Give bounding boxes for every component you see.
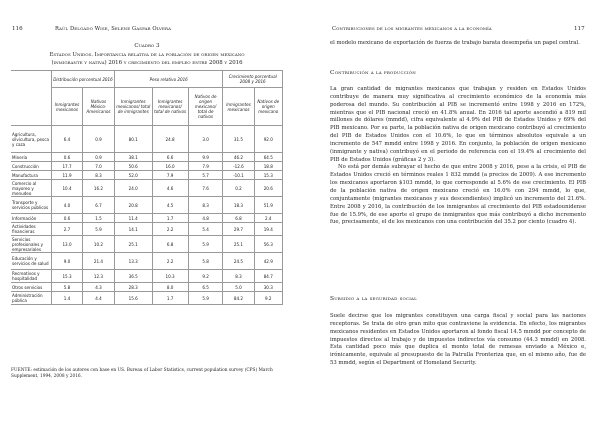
table-cell: 38.1 xyxy=(114,153,152,162)
table-row xyxy=(11,223,283,236)
group-header: Distribución porcentual 2016 xyxy=(52,71,115,88)
table-cell: 16.2 xyxy=(83,180,115,197)
table-cell: 46.2 xyxy=(223,153,254,162)
table-cell: 10.3 xyxy=(152,270,188,283)
row-label: Información xyxy=(11,214,52,223)
section-title-social-security: Subsidio a la seguridad social xyxy=(330,296,417,302)
table-cell: 80.1 xyxy=(114,126,152,153)
section-title-production: Contribución a la producción xyxy=(330,70,416,76)
table-cell: 4.4 xyxy=(83,292,115,305)
table-cell: 0.2 xyxy=(223,180,254,197)
table-cell: -10.1 xyxy=(223,171,254,180)
intro-paragraph: el modelo mexicano de exportación de fuerza de trabajo barata desempeña un papel central. xyxy=(330,40,580,46)
row-label: Administración pública xyxy=(11,292,52,305)
column-header: Inmigrantes mexicanos/ total de inmigrantes xyxy=(114,88,152,126)
table-cell: 13.3 xyxy=(114,253,152,270)
table-cell: 2.2 xyxy=(152,253,188,270)
table-cell: 16.0 xyxy=(152,162,188,171)
table-cell: 0.6 xyxy=(52,214,83,223)
table-row xyxy=(11,162,283,171)
table-cell: -12.6 xyxy=(223,162,254,171)
table-cell: 15.3 xyxy=(254,171,283,180)
table-row xyxy=(11,171,283,180)
source-text: estimación de los autores con base en US. Bureau of Labor Statistics, current population survey (CPS) March Supplement, 1994, 2008 y 2016. xyxy=(11,368,273,379)
running-head-right: Contribuciones de los migrantes mexicanos a la economía xyxy=(332,26,492,32)
table-cell: 10.4 xyxy=(52,180,83,197)
source-label: FUENTE: xyxy=(11,368,32,373)
table-cell: 15.3 xyxy=(52,270,83,283)
table-cell: 5.4 xyxy=(188,223,223,236)
employment-table xyxy=(11,70,283,305)
table-cell: 0.9 xyxy=(83,153,115,162)
table-cell: 12.3 xyxy=(83,270,115,283)
table-cell: 29.7 xyxy=(223,223,254,236)
table-subtitle-line2: (inmigrante y nativa) 2016 y crecimiento del empleo entre 2008 y 2016 xyxy=(51,60,243,66)
table-cell: 14.1 xyxy=(114,223,152,236)
column-header: Nativos de origen mexicano/ total de nativos xyxy=(188,88,223,126)
table-cell: 52.0 xyxy=(114,171,152,180)
page-number-right: 117 xyxy=(574,26,585,32)
table-cell: 5.8 xyxy=(188,253,223,270)
section-body-production xyxy=(330,86,586,227)
table-cell: 50.6 xyxy=(114,162,152,171)
table-cell: 18.3 xyxy=(223,197,254,214)
row-label: Transporte y servicios públicos xyxy=(11,197,52,214)
row-label: Recreativos y hospitalidad xyxy=(11,270,52,283)
corner-cell xyxy=(11,71,52,126)
table-cell: 2.7 xyxy=(52,223,83,236)
table-cell: 13.0 xyxy=(52,236,83,253)
table-cell: 7.9 xyxy=(188,162,223,171)
table-cell: 4.0 xyxy=(52,197,83,214)
group-header: Peso relativo 2016 xyxy=(114,71,223,88)
table-row xyxy=(11,197,283,214)
column-header: Inmigrantes mexicanos xyxy=(52,88,83,126)
table-cell: 6.8 xyxy=(152,236,188,253)
table-row xyxy=(11,292,283,305)
table-cell: 7.0 xyxy=(83,162,115,171)
column-header: Nativos México-Americanos xyxy=(83,88,115,126)
table-row xyxy=(11,236,283,253)
table-cell: 15.6 xyxy=(114,292,152,305)
table-title: Cuadro 3 xyxy=(134,43,160,49)
table-cell: 1.4 xyxy=(52,292,83,305)
row-label: Actividades financieras xyxy=(11,223,52,236)
table-cell: 6.7 xyxy=(83,197,115,214)
table-cell: 4.8 xyxy=(188,214,223,223)
table-subtitle xyxy=(12,51,282,67)
table-cell: 6.5 xyxy=(188,283,223,292)
group-header: Crecimiento porcentual 2008 y 2016 xyxy=(223,71,283,88)
table-cell: 24.5 xyxy=(223,253,254,270)
table-cell: 11.4 xyxy=(114,214,152,223)
table-cell: 36.5 xyxy=(114,270,152,283)
table-cell: 3.0 xyxy=(188,126,223,153)
table-cell: 5.8 xyxy=(52,283,83,292)
table-cell: 30.3 xyxy=(254,283,283,292)
row-label: Minería xyxy=(11,153,52,162)
table-cell: 7.6 xyxy=(188,180,223,197)
table-cell: 8.3 xyxy=(223,270,254,283)
table-cell: 4.5 xyxy=(152,197,188,214)
table-cell: 18.8 xyxy=(254,162,283,171)
table-cell: 24.8 xyxy=(152,126,188,153)
table-cell: 1.7 xyxy=(152,292,188,305)
table-cell: 6.4 xyxy=(52,126,83,153)
table-cell: 5.7 xyxy=(188,171,223,180)
table-cell: 42.9 xyxy=(254,253,283,270)
page-number-left: 116 xyxy=(12,26,23,32)
table-cell: 17.7 xyxy=(52,162,83,171)
table-cell: 1.5 xyxy=(83,214,115,223)
table-cell: 64.5 xyxy=(254,153,283,162)
column-header: Inmigrantes mexicanos xyxy=(223,88,254,126)
table-cell: 11.9 xyxy=(52,171,83,180)
row-label: Comercio al mayoreo y menudeo xyxy=(11,180,52,197)
column-header: Nativos de origen mexicano xyxy=(254,88,283,126)
row-label: Manufactura xyxy=(11,171,52,180)
table-cell: 7.9 xyxy=(152,171,188,180)
table-subtitle-line1: Estados Unidos. Importancia relativa de la población de origen mexicano xyxy=(49,52,245,58)
table-cell: 8.3 xyxy=(83,171,115,180)
table-cell: 25.1 xyxy=(223,236,254,253)
table-cell: 2.2 xyxy=(152,223,188,236)
row-label: Agricultura, silvicultura, pesca y caza xyxy=(11,126,52,153)
column-header: Inmigrantes mexicanos/ total de nativos xyxy=(152,88,188,126)
table-cell: 9.0 xyxy=(52,253,83,270)
table-row xyxy=(11,153,283,162)
table-cell: 5.9 xyxy=(83,223,115,236)
table-cell: 84.2 xyxy=(223,292,254,305)
table-cell: 10.2 xyxy=(83,236,115,253)
table-cell: 8.0 xyxy=(152,283,188,292)
table-cell: 84.7 xyxy=(254,270,283,283)
table-cell: 25.1 xyxy=(114,236,152,253)
paragraph: No está por demás subrayar el hecho de que entre 2008 y 2016, pese a la crisis, el PIB de Estados Unidos creció en términos reales 1 832 mmdd (a precios de 2009). A ese incremento los mexicanos aportaron $103 mmdd, lo que corresponde al 5.6% de ese crecimiento. El PIB de la población nativa de origen mexicano creció en 16.0% con 294 mmdd, lo que, conjuntamente (migrantes mexicanos y sus descendientes) implicó un incremento del 21.6%. Entre 2008 y 2016, la contribución de los inmigrantes al crecimiento del PIB estadounidense fue de 15.9%, de ese aporte el grupo de inmigrantes que más contribuyó a dicho incremento fue, precisamente, el de los mexicanos con una contribución del 35.2 por ciento (cuadro 4). xyxy=(330,164,586,226)
table-cell: 1.7 xyxy=(152,214,188,223)
table-cell: 4.3 xyxy=(83,283,115,292)
table-cell: 6.8 xyxy=(223,214,254,223)
table-cell: 6.6 xyxy=(152,153,188,162)
table-cell: 9.2 xyxy=(188,270,223,283)
table-cell: 9.9 xyxy=(188,153,223,162)
table-cell: 28.3 xyxy=(114,283,152,292)
row-label: Servicios profesionales y empresariales xyxy=(11,236,52,253)
row-label: Educación y servicios de salud xyxy=(11,253,52,270)
table-source xyxy=(11,368,283,379)
table-row xyxy=(11,253,283,270)
table-row xyxy=(11,270,283,283)
table-cell: 21.4 xyxy=(83,253,115,270)
table-cell: 9.2 xyxy=(254,292,283,305)
table-cell: 31.5 xyxy=(223,126,254,153)
right-page xyxy=(300,0,600,431)
table-cell: 19.4 xyxy=(254,223,283,236)
table-cell: 20.6 xyxy=(254,180,283,197)
table-cell: 56.3 xyxy=(254,236,283,253)
table-cell: 5.0 xyxy=(223,283,254,292)
table-row xyxy=(11,214,283,223)
section-body-social-security xyxy=(330,313,586,368)
table-cell: 5.9 xyxy=(188,292,223,305)
table-row xyxy=(11,180,283,197)
table-row xyxy=(11,283,283,292)
table-cell: 0.9 xyxy=(83,126,115,153)
table-cell: 24.0 xyxy=(114,180,152,197)
table-row xyxy=(11,126,283,153)
paragraph: La gran cantidad de migrantes mexicanos que trabajan y residen en Estados Unidos contribuye de manera muy significativa al crecimiento económico de la economía más poderosa del mundo. Su contribución al PIB se incrementó entre 1998 y 2016 en 172%, mientras que el PIB nacional creció en 41.8% anual. En 2016 tal aporte ascendió a 819 mil millones de dólares (mmdd), cifra equivalente al 4.9% del PIB de Estados Unidos y 69% del PIB mexicano. Por su parte, la población nativa de origen mexicano contribuyó al crecimiento del PIB de Estados Unidos con el 10.6%, lo que en términos absolutos equivale a un incremento de 547 mmdd entre 1998 y 2016. En conjunto, la población de origen mexicano (inmigrante y nativa) contribuyó en el periodo de referencia con el 19.4% al crecimiento del PIB de Estados Unidos (gráficas 2 y 3). xyxy=(330,86,586,163)
table-cell: 5.9 xyxy=(188,236,223,253)
running-head-left: Raúl Delgado Wise, Selene Gaspar Olvera xyxy=(55,26,172,32)
row-label: Construcción xyxy=(11,162,52,171)
row-label: Otros servicios xyxy=(11,283,52,292)
table-cell: 20.8 xyxy=(114,197,152,214)
table-cell: 2.4 xyxy=(254,214,283,223)
table-cell: 8.3 xyxy=(188,197,223,214)
table-cell: 92.0 xyxy=(254,126,283,153)
table-cell: 4.6 xyxy=(152,180,188,197)
table-cell: 51.9 xyxy=(254,197,283,214)
paragraph: Suele decirse que los migrantes constituyen una carga fiscal y social para las naciones receptoras. Se trata de otro gran mito que contraviene la evidencia. En efecto, los migrantes mexicanos residentes en Estados Unidos aportaron al fondo fiscal 14.5 mmdd por concepto de impuestos directos al trabajo y de impuestos indirectos vía consumo (44.3 mmdd) en 2008. Esta cantidad poco más que duplica el monto total de remesas enviado a México e, irónicamente, equivale al presupuesto de la Patrulla Fronteriza que, en el mismo año, fue de 53 mmdd, según el Department of Homeland Security. xyxy=(330,313,586,367)
table-cell: 0.6 xyxy=(52,153,83,162)
